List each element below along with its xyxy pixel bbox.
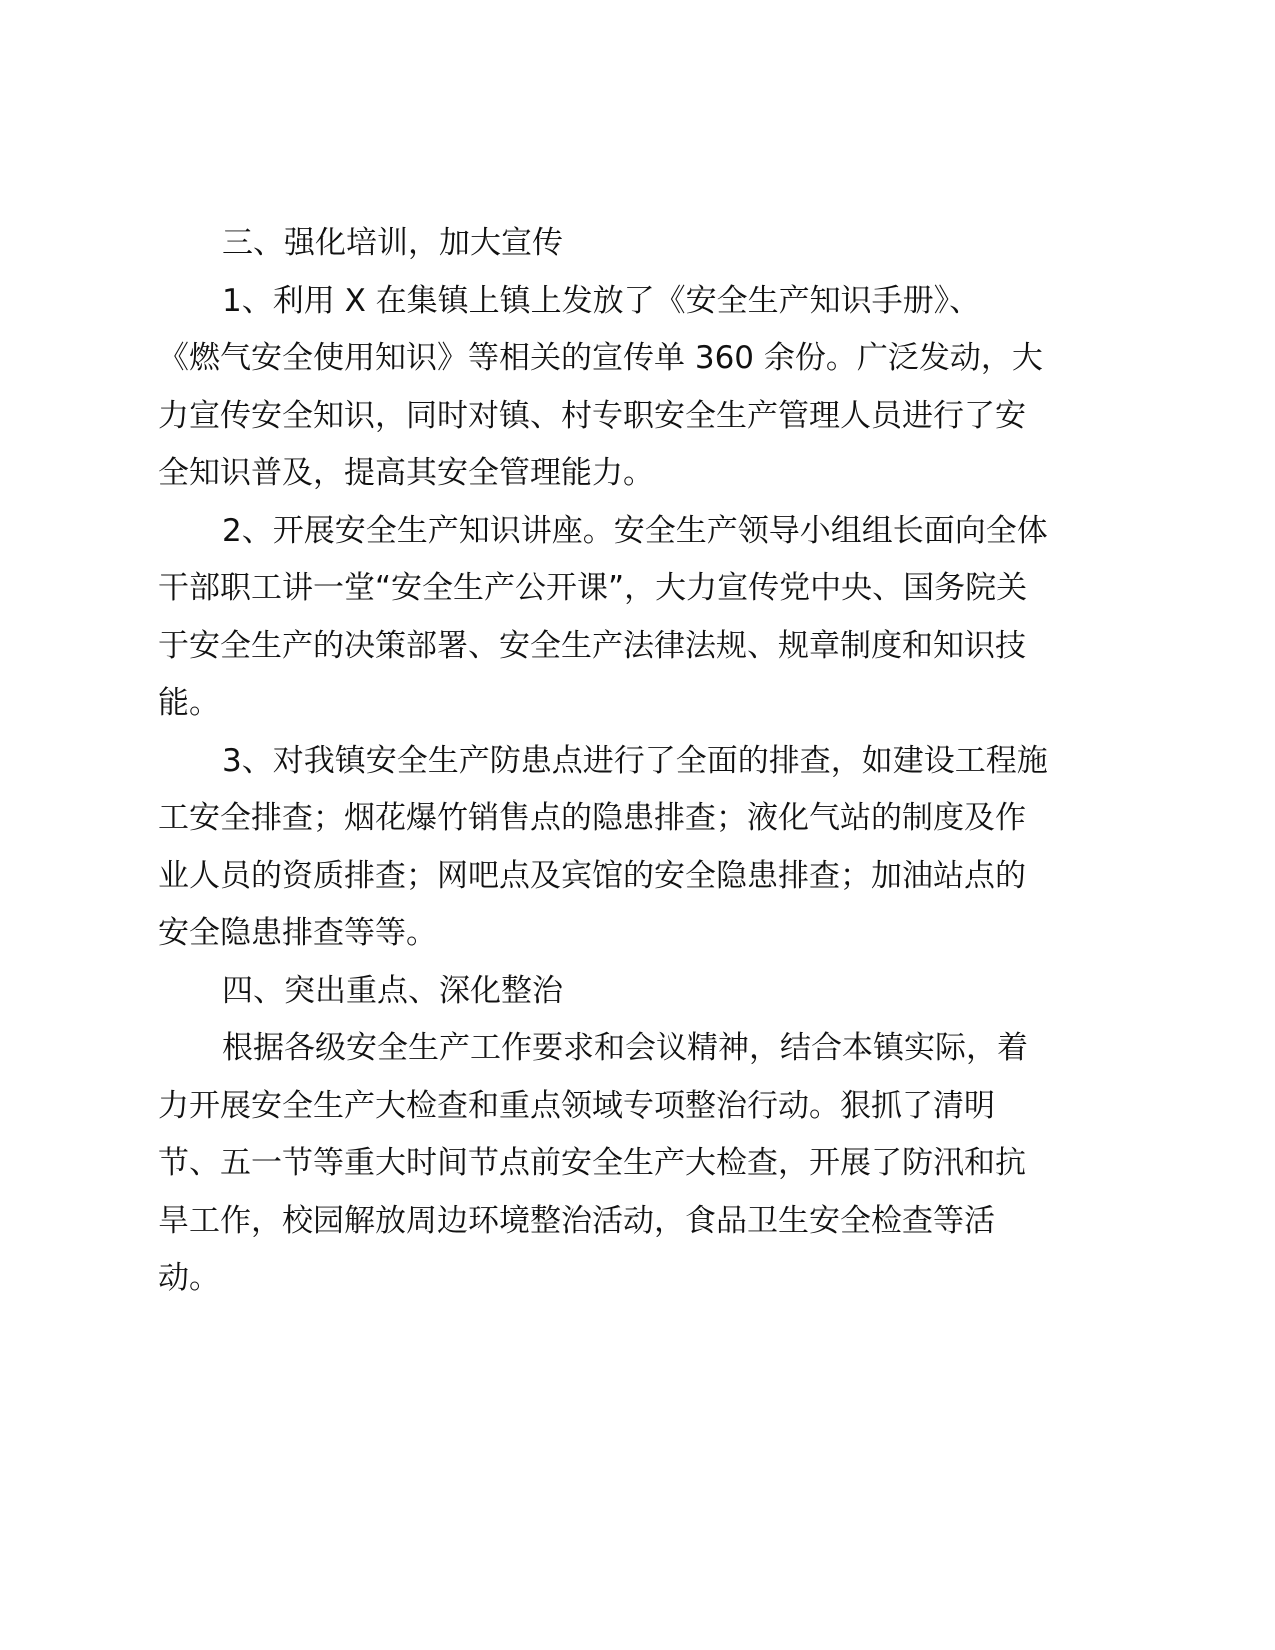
paragraph-line: 1、利用 X 在集镇上镇上发放了《安全生产知识手册》、 xyxy=(222,282,981,319)
paragraph-line: 全知识普及，提高其安全管理能力。 xyxy=(158,455,654,491)
section-heading-line: 三、强化培训，加大宣传 xyxy=(222,225,563,261)
paragraph-line: 3、对我镇安全生产防患点进行了全面的排查，如建设工程施 xyxy=(222,742,1048,779)
paragraph-line: 能。 xyxy=(158,685,220,721)
paragraph-line: 旱工作，校园解放周边环境整治活动，食品卫生安全检查等活 xyxy=(158,1202,995,1239)
paragraph-line: 干部职工讲一堂“安全生产公开课”，大力宣传党中央、国务院关 xyxy=(158,570,1028,606)
paragraph-line: 2、开展安全生产知识讲座。安全生产领导小组组长面向全体 xyxy=(222,512,1048,549)
paragraph-line: 节、五一节等重大时间节点前安全生产大检查，开展了防汛和抗 xyxy=(158,1145,1026,1181)
paragraph-line: 动。 xyxy=(158,1260,220,1296)
paragraph-line: 力开展安全生产大检查和重点领域专项整治行动。狠抓了清明 xyxy=(158,1087,995,1124)
paragraph-line: 业人员的资质排查；网吧点及宾馆的安全隐患排查；加油站点的 xyxy=(158,857,1026,894)
paragraph-line: 根据各级安全生产工作要求和会议精神，结合本镇实际，着 xyxy=(222,1030,1028,1066)
paragraph-line: 工安全排查；烟花爆竹销售点的隐患排查；液化气站的制度及作 xyxy=(158,800,1026,836)
paragraph-line: 于安全生产的决策部署、安全生产法律法规、规章制度和知识技 xyxy=(158,627,1026,664)
document-body xyxy=(158,215,1088,1308)
paragraph-line: 《燃气安全使用知识》等相关的宣传单 360 余份。广泛发动，大 xyxy=(158,340,1043,376)
paragraph-line: 安全隐患排查等等。 xyxy=(158,915,437,951)
section-heading-line: 四、突出重点、深化整治 xyxy=(222,972,563,1009)
paragraph-line: 力宣传安全知识，同时对镇、村专职安全生产管理人员进行了安 xyxy=(158,397,1026,434)
